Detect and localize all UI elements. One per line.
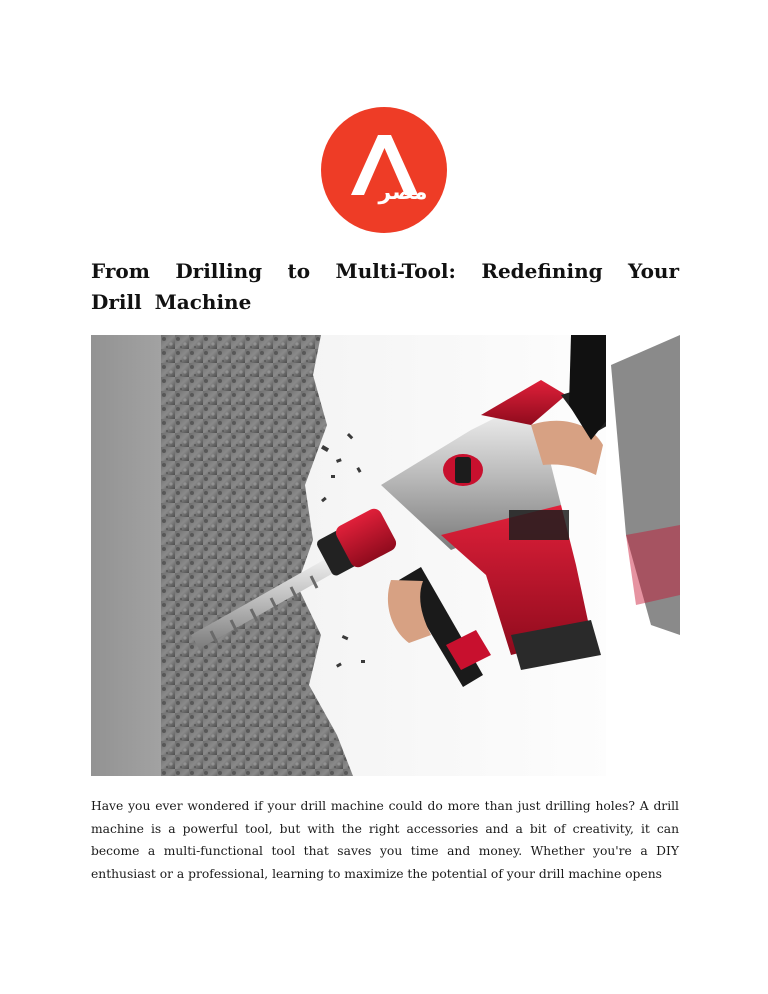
brand-logo bbox=[321, 107, 447, 233]
blurred-rock-strip bbox=[91, 335, 161, 776]
article-intro: Have you ever wondered if your drill machine could do more than just drilling holes? A drill machine is a powerful tool, but with the right accessories and a bit of creativity, it can become a multi-functional tool that saves you time and money. Whether you're a DIY enthusiast or a professional, learning to maximize the potential of your drill machine opens bbox=[91, 799, 679, 881]
logo-circle bbox=[321, 107, 447, 233]
logo-arabic-text: مصر bbox=[378, 180, 428, 205]
hero-image bbox=[91, 335, 680, 776]
article-title: From Drilling to Multi-Tool: Redefining Your Drill Machine bbox=[91, 259, 679, 314]
